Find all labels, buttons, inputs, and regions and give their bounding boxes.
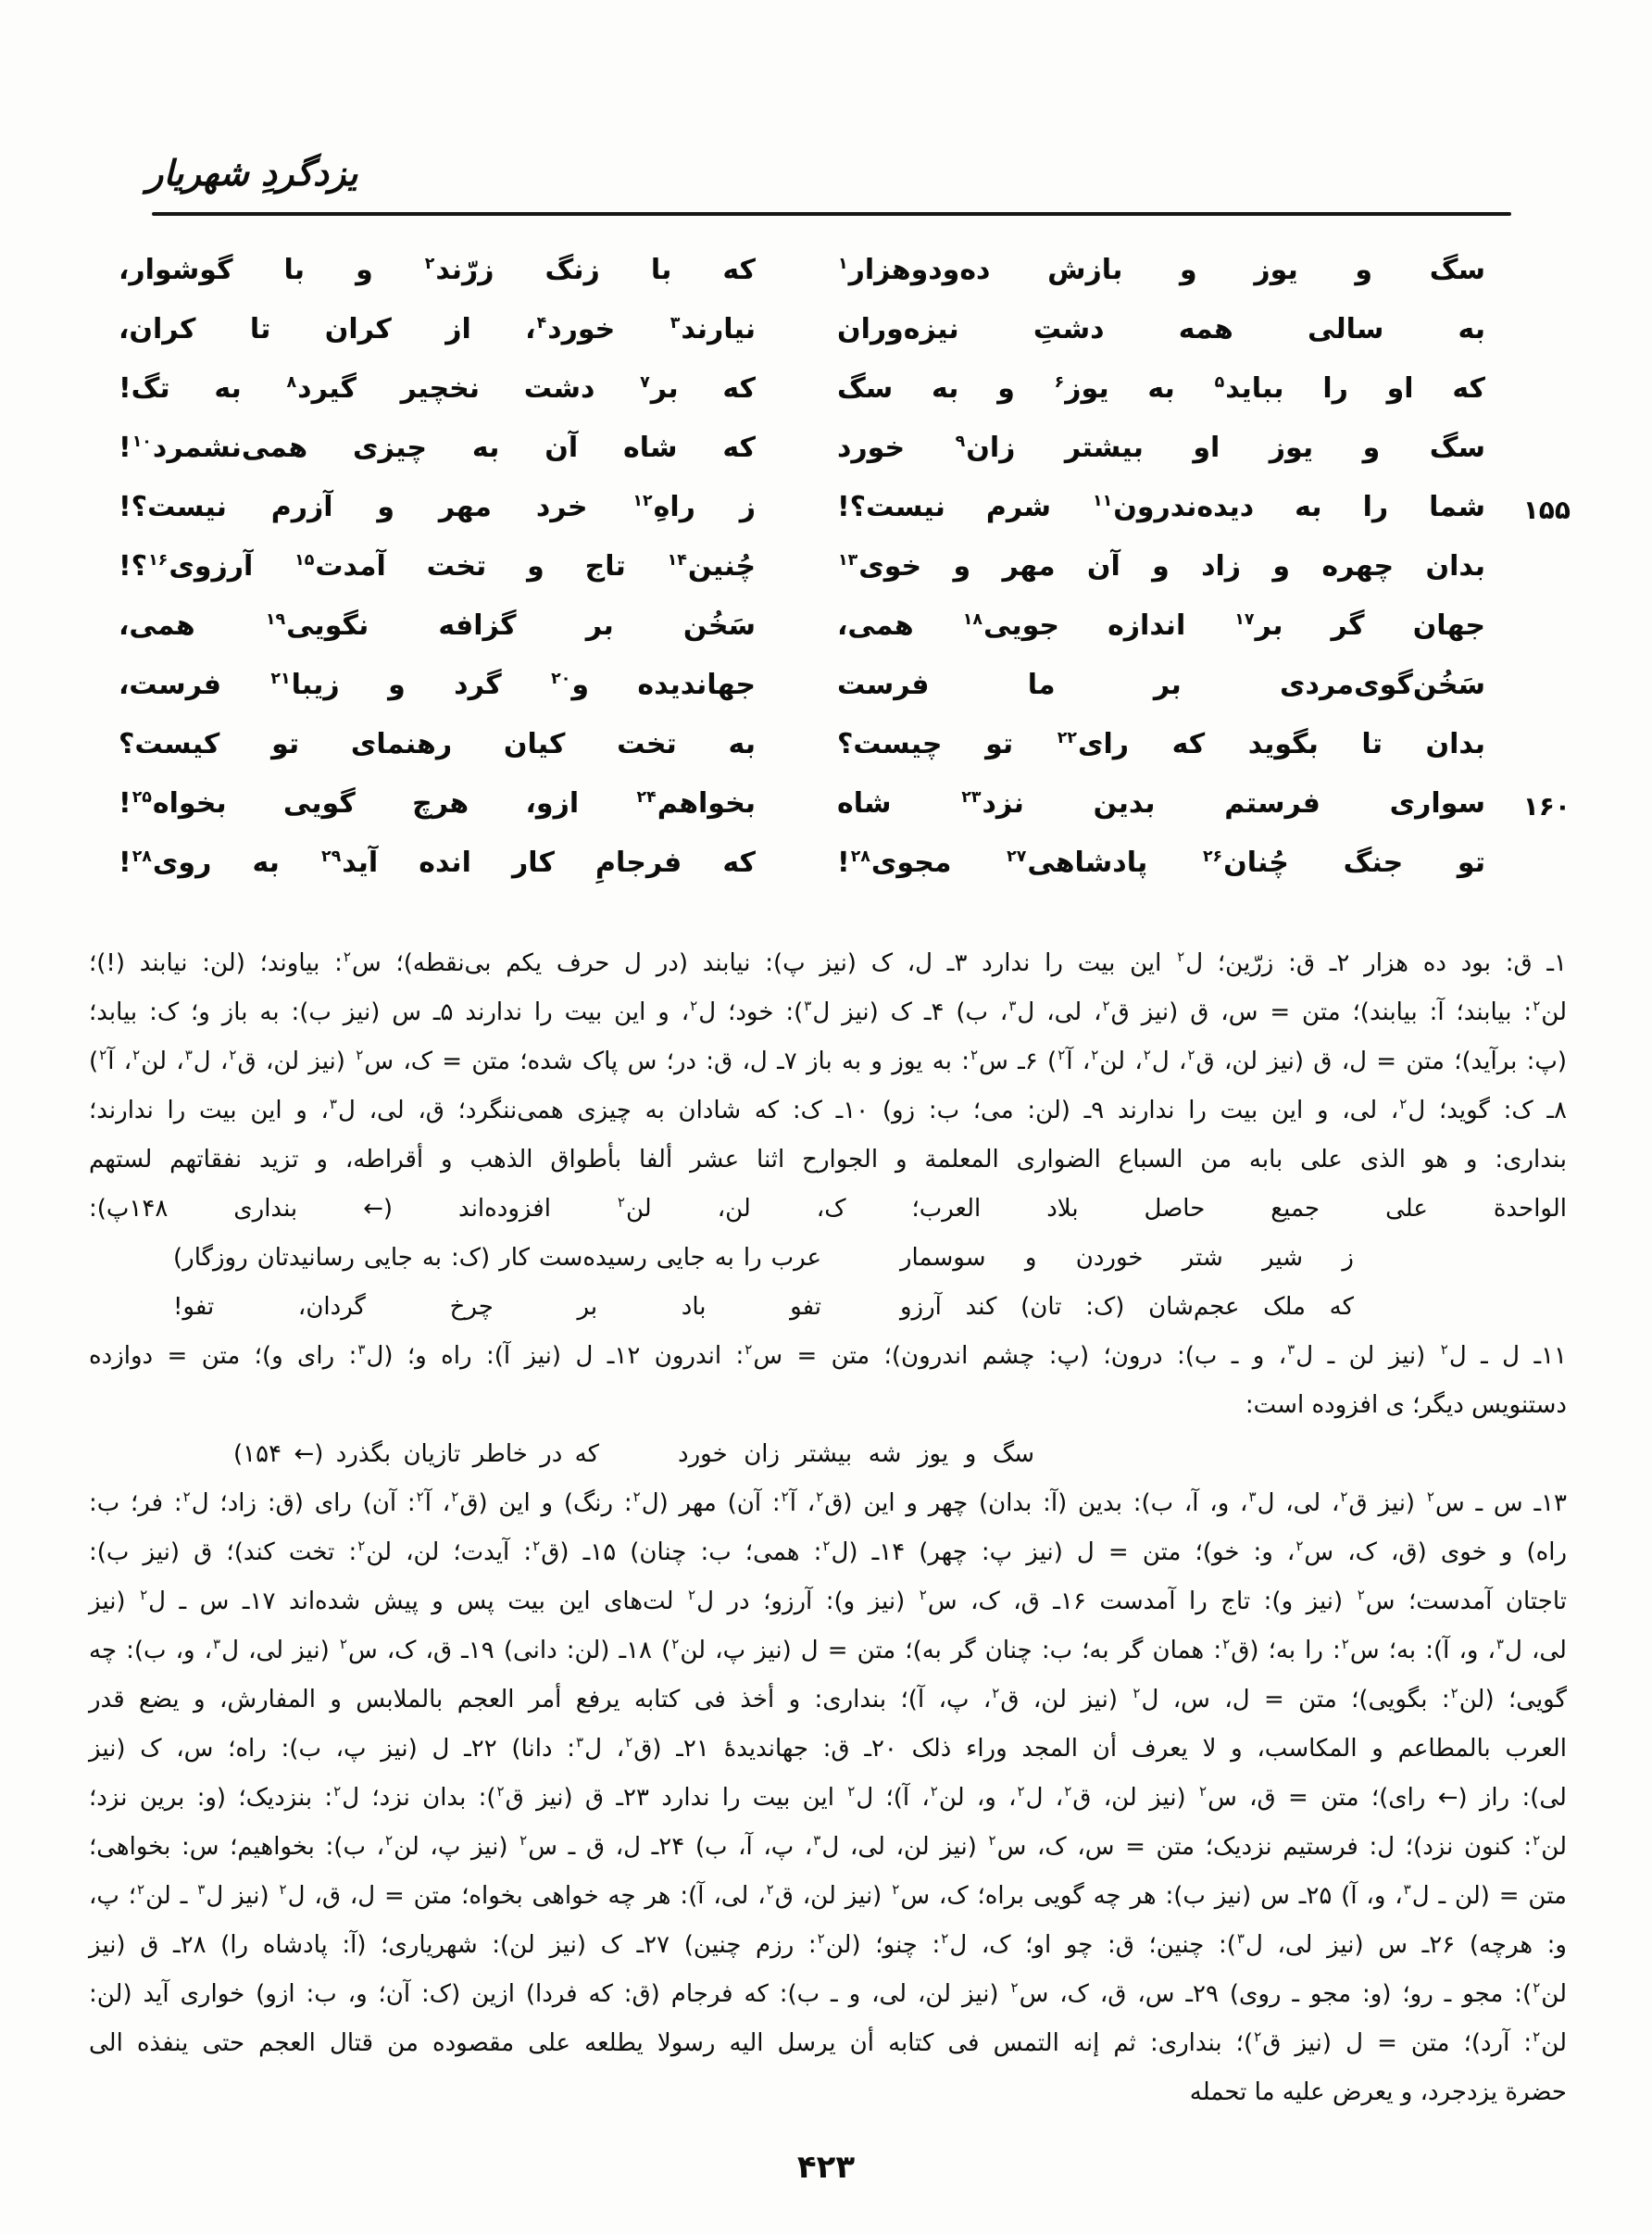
footnote-marker: ۲ [496, 1783, 505, 1801]
page-number: ۴۲۳ [796, 2149, 856, 2186]
footnote-marker: ۲۳ [961, 788, 982, 807]
footnote-marker: ۲ [1399, 1096, 1408, 1113]
apparatus-hemistich-first: که ملک عجم‌شان (ک: تان) کند آرزو [900, 1293, 1354, 1321]
hemistich-first: به سالی همه دشتِ نیزه‌وران [837, 313, 1485, 345]
footnote-marker: ۲ [1295, 1537, 1304, 1555]
hemistich-first: بدان تا بگوید که رای$^{۲۲}$ تو چیست؟ [837, 728, 1485, 760]
apparatus-line: ۱ـ ق: بود ده هزار ۲ـ ق: زرّین؛ ل$^۲$ این بیت را ندارد ۳ـ ل، ک (نیز پ): نیابند (در ل حرف یکم بی‌نقطه)؛ س$^۲$: بیاوند؛ (لن: نیابند (!)؛ [89, 948, 1568, 977]
hemistich-second: نیارند$^۳$ خورد$^۴$، از کران تا کران، [119, 313, 756, 345]
footnote-marker: ۲ [817, 1930, 825, 1948]
footnote-marker: ۳ [576, 1734, 584, 1751]
apparatus-line: راه) و خوی (ق، ک، س$^۲$، و: خو)؛ متن = ل (نیز پ: چهر) ۱۴ـ (ل$^۲$: همی؛ ب: چنان) ۱۵ـ (ق$^۲$: آیدت؛ لن، لن$^۲$: تخت کند)؛ ق (نیز ب): [89, 1537, 1567, 1566]
footnote-marker: ۱۷ [1234, 610, 1255, 629]
hemistich-first: سواری فرستم بدین نزد$^{۲۳}$ شاه [837, 787, 1486, 820]
footnote-marker: ۳ [804, 998, 812, 1015]
running-header-title: یزدگردِ شهریار [146, 153, 358, 194]
footnote-marker: ۲ [451, 1488, 459, 1506]
footnote-marker: ۲ [140, 1587, 148, 1604]
hemistich-second: جهاندیده و$^{۲۰}$ گرد و زیبا$^{۲۱}$ فرست، [119, 669, 757, 701]
footnote-marker: ۲ [137, 1881, 145, 1899]
footnote-marker: ۲۹ [321, 847, 342, 866]
footnote-marker: ۲ [625, 1734, 633, 1751]
verse-number [1485, 669, 1571, 672]
footnote-marker: ۲ [279, 1881, 287, 1899]
critical-apparatus [89, 939, 1567, 2117]
footnote-marker: ۲ [1058, 1047, 1066, 1064]
hemistich-second: بخواهم$^{۲۴}$ ازو، هرچ گویی بخواه$^{۲۵}$! [119, 787, 756, 820]
hemistich-second: چُنین$^{۱۴}$ تاج و تخت آمدت$^{۱۵}$ آرزوی$^{۱۶}$؟! [119, 550, 756, 583]
apparatus-line: ۱۱ـ ل ـ ل$^۲$ (نیز لن ـ ل$^۳$، و ـ ب): درون؛ (پ: چشم اندرون)؛ متن = س$^۲$: اندرون ۱۲ـ ل (نیز آ): راه و؛ (ل$^۳$: رای و)؛ متن = دوازده [89, 1341, 1568, 1370]
footnote-marker: ۹ [955, 433, 966, 451]
footnote-marker: ۲ [1340, 1488, 1348, 1506]
footnote-marker: ۲ [930, 1783, 938, 1801]
footnote-marker: ۲ [766, 1881, 774, 1899]
footnote-marker: ۲۶ [1202, 847, 1223, 866]
verse-row [93, 728, 1571, 787]
footnote-marker: ۲ [343, 948, 351, 966]
hemistich-first: سَخُن‌گوی‌مردی بر ما فرست [837, 669, 1485, 701]
apparatus-verse-row [89, 1430, 1567, 1479]
footnote-marker: ۲ [384, 1832, 394, 1850]
footnote-marker: ۲ [781, 1488, 789, 1506]
apparatus-line: الواحدة علی جمیع حاصل بلاد العرب؛ ک، لن، لن$^۲$ افزوده‌اند (← بنداری ۱۴۸پ): [89, 1194, 1567, 1223]
apparatus-line: ۱۳ـ س ـ س$^۲$ (نیز ق$^۲$، لی، ل$^۳$، و، آ، ب): بدین (آ: بدان) چهر و این (ق$^۲$، آ$^۲$: آن) مهر (ل$^۲$: رنگ) و این (ق$^۲$، آ$^۲$: آن) رای (ق: زاد؛ ل$^۲$: فر؛ ب: [89, 1488, 1568, 1517]
footnote-marker: ۲ [1440, 1341, 1448, 1359]
footnote-marker: ۲ [339, 1636, 347, 1653]
footnote-marker: ۲ [333, 1783, 342, 1801]
verse-number: ۱۶۰ [1522, 791, 1571, 822]
hemistich-second: که فرجامِ کار انده آید$^{۲۹}$ به روی$^{۲۸}$! [119, 847, 756, 879]
footnote-marker: ۱۱ [1093, 492, 1113, 510]
footnote-marker: ۲۲ [1057, 729, 1077, 747]
footnote-marker: ۲ [941, 1930, 949, 1948]
footnote-marker: ۶ [1054, 373, 1065, 392]
footnote-marker: ۲۸ [850, 847, 870, 866]
footnote-marker: ۳ [1496, 1636, 1505, 1653]
footnote-marker: ۸ [286, 373, 297, 392]
hemistich-first: شما را به دیده‌ندرون$^{۱۱}$ شرم نیست؟! [837, 491, 1485, 523]
footnote-marker: ۲ [1341, 1636, 1349, 1653]
footnote-marker: ۲ [1357, 1587, 1365, 1604]
footnote-marker: ۲۷ [1007, 847, 1027, 866]
apparatus-line: لن$^۲$: کنون نزد)؛ ل: فرستیم نزدیک؛ متن = س، ک، س$^۲$ (نیز لن، لی، ل$^۳$، پ، آ، ب) ۲۴ـ ل، ق ـ س$^۲$ (نیز پ، لن$^۲$، ب): بخواهیم؛ س: بخواهی؛ [89, 1832, 1567, 1861]
apparatus-verse-row [89, 1283, 1567, 1332]
footnote-marker: ۳ [670, 314, 681, 333]
apparatus-hemistich-first: سگ و یوز شه بیشتر زان خورد [678, 1440, 1034, 1468]
hemistich-first: سگ و یوز و بازش ده‌ودوهزار$^۱$ [838, 254, 1485, 286]
apparatus-line: لن$^۲$: بیابند؛ آ: بیابند)؛ متن = س، ق (نیز ق$^۲$، لی، ل$^۳$، ب) ۴ـ ک (نیز ل$^۳$): خود؛ ل$^۲$، و این بیت را ندارند ۵ـ س (نیز ب): به باز و؛ ک: بیابد؛ [89, 998, 1568, 1026]
apparatus-line: متن = (لن ـ ل$^۳$، و، آ) ۲۵ـ س (نیز ب): هر چه گویی براه؛ ک، س$^۲$ (نیز لن، ق$^۲$، لی، آ): هر چه خواهی بخواه؛ متن = ل، ق، ل$^۲$ (نیز ل$^۳$ ـ لن$^۲$؛ پ، [89, 1881, 1567, 1910]
footnote-marker: ۲ [1533, 998, 1541, 1015]
footnote-marker: ۲ [988, 1832, 996, 1850]
footnote-marker: ۲ [424, 255, 435, 273]
verse-number [1485, 609, 1571, 613]
apparatus-line: گویی؛ (لن$^۲$: بگویی)؛ متن = ل، س، ل$^۲$ (نیز لن، ق$^۲$، پ، آ)؛ بنداری: و أخذ فی کتابه یرفع أمر العجم بالملابس و المفارش، و یضع قدر [89, 1685, 1567, 1713]
apparatus-line: حضرة یزدجرد، و یعرض علیه ما تحمله [1189, 2078, 1567, 2106]
footnote-marker: ۱۸ [962, 610, 982, 629]
footnote-marker: ۲۸ [131, 847, 152, 866]
running-header [146, 153, 1511, 223]
footnote-marker: ۲ [919, 1587, 927, 1604]
verse-row [93, 847, 1571, 906]
apparatus-line: لی، ل$^۳$، و، آ): به؛ س$^۲$: را به؛ (ق$^۲$: همان گر به؛ ب: چنان گر به)؛ متن = ل (نیز پ، لن$^۲$) ۱۸ـ (لن: دانی) ۱۹ـ ق، ک، س$^۲$ (نیز لی، ل$^۳$، و، ب): چه [89, 1636, 1567, 1664]
verse-number [1485, 254, 1571, 257]
footnote-marker: ۲ [132, 1047, 141, 1064]
footnote-marker: ۱۶ [148, 551, 169, 570]
footnote-marker: ۲ [1064, 1783, 1072, 1801]
footnote-marker: ۱۴ [667, 551, 687, 570]
footnote-marker: ۳ [213, 1636, 221, 1653]
footnote-marker: ۲ [532, 1537, 541, 1555]
footnote-marker: ۲ [1017, 1783, 1025, 1801]
footnote-marker: ۴ [536, 314, 547, 333]
footnote-marker: ۲ [1426, 1488, 1434, 1506]
verse-number [1485, 432, 1571, 435]
footnote-marker: ۲ [356, 1047, 364, 1064]
footnote-marker: ۲ [970, 1047, 979, 1064]
apparatus-verse-row [89, 1234, 1567, 1283]
footnote-marker: ۱۹ [265, 610, 286, 629]
footnote-marker: ۲ [816, 1488, 824, 1506]
verse-row [93, 609, 1571, 669]
footnote-marker: ۳ [1287, 1341, 1295, 1359]
footnote-marker: ۲ [1177, 948, 1185, 966]
hemistich-second: که با زنگ زرّند$^۲$ و با گوشوار، [119, 254, 757, 286]
verse-row [93, 669, 1571, 728]
footnote-marker: ۲ [1533, 1832, 1541, 1850]
footnote-marker: ۳ [184, 1047, 193, 1064]
hemistich-first: بدان چهره و زاد و آن مهر و خوی$^{۱۳}$ [838, 550, 1485, 583]
footnote-marker: ۳ [813, 1832, 821, 1850]
footnote-marker: ۲ [617, 1194, 626, 1211]
hemistich-second: به تخت کیان رهنمای تو کیست؟ [119, 728, 756, 760]
footnote-marker: ۱۳ [838, 551, 858, 570]
footnote-marker: ۲۱ [270, 670, 291, 688]
footnote-marker: ۱۵ [294, 551, 315, 570]
apparatus-line: العرب بالمطاعم و المکاسب، و لا یعرف أن المجد وراء ذلک ۲۰ـ ق: جهاندیدهٔ ۲۱ـ (ق$^۲$، ل$^۳$: دانا) ۲۲ـ ل (نیز پ، ب): راه؛ س، ک (نیز [89, 1734, 1567, 1763]
footnote-marker: ۱۲ [632, 492, 653, 510]
footnote-marker: ۲ [690, 998, 698, 1015]
verse-row [93, 313, 1571, 372]
footnote-marker: ۲ [847, 1783, 856, 1801]
footnote-marker: ۲ [1222, 1636, 1231, 1653]
footnote-marker: ۳ [329, 1096, 338, 1113]
verse-row [93, 550, 1571, 609]
apparatus-line: دستنویس دیگر؛ ی افزوده است: [1245, 1391, 1567, 1419]
hemistich-second: سَخُن بر گزافه نگویی$^{۱۹}$ همی، [119, 609, 757, 642]
hemistich-second: که شاه آن به چیزی همی‌نشمرد$^{۱۰}$! [119, 432, 756, 464]
footnote-marker: ۳ [1248, 1488, 1257, 1506]
footnote-marker: ۲۰ [551, 670, 571, 688]
footnote-marker: ۲ [1533, 2028, 1541, 2046]
footnote-marker: ۲ [992, 1685, 1000, 1702]
footnote-marker: ۲ [182, 1488, 191, 1506]
footnote-marker: ۳ [1403, 1881, 1411, 1899]
footnote-marker: ۳ [1008, 998, 1017, 1015]
hemistich-first: سگ و یوز او بیشتر زان$^۹$ خورد [837, 432, 1486, 464]
footnote-marker: ۳ [1236, 1930, 1245, 1948]
footnote-marker: ۲ [416, 1488, 424, 1506]
verse-number [1485, 313, 1571, 317]
footnote-marker: ۲ [99, 1047, 107, 1064]
apparatus-line: لن$^۲$): مجو ـ رو؛ (و: مجو ـ روی) ۲۹ـ س، ق، ک، س$^۲$ (نیز لن، لی، و ـ ب): که فرجام (ق: که فردا) ازین (ک: آن؛ و، ب: ازو) خواری آید (لن: [89, 1979, 1568, 2008]
apparatus-line: (پ: برآید)؛ متن = ل، ق (نیز لن، ق$^۲$، ل$^۲$، لن$^۲$، آ$^۲$) ۶ـ س$^۲$: به یوز و به باز ۷ـ ل، ق: در؛ س پاک شده؛ متن = ک، س$^۲$ (نیز لن، ق$^۲$، ل$^۳$، لن$^۲$، آ$^۲$) [89, 1047, 1567, 1075]
verse-row [93, 432, 1571, 491]
hemistich-second: که بر$^۷$ دشت نخچیر گیرد$^۸$ به تگ! [119, 372, 757, 405]
footnote-marker: ۲ [632, 1488, 641, 1506]
footnote-marker: ۲ [1102, 998, 1110, 1015]
apparatus-line: بنداری: و هو الذی علی بابه من السباع الضواری المعلمة و الجوارح اثنا عشر ألفا بأطواق الذهب و أقراطه، و تزید نفقاتهم لستهم [89, 1146, 1567, 1173]
footnote-marker: ۲ [1533, 1979, 1541, 1997]
footnote-marker: ۲ [1254, 2028, 1262, 2046]
footnote-marker: ۷ [640, 373, 650, 392]
footnote-marker: ۲ [688, 1587, 696, 1604]
verse-number [1485, 728, 1571, 732]
verse-row [93, 787, 1571, 847]
footnote-marker: ۲ [1187, 1047, 1195, 1064]
footnote-marker: ۲ [1143, 1047, 1151, 1064]
apparatus-line: ۸ـ ک: گوید؛ ل$^۲$، لی، و این بیت را ندارند ۹ـ (لن: می؛ ب: زو) ۱۰ـ ک: که شادان به چیزی همی‌ننگرد؛ ق، لی، ل$^۳$، و این بیت را ندارند؛ [89, 1096, 1567, 1124]
footnote-marker: ۵ [1214, 373, 1225, 392]
footnote-marker: ۲۴ [636, 788, 657, 807]
apparatus-line: لی): راز (← رای)؛ متن = ق، س$^۲$ (نیز لن، ق$^۲$، ل$^۲$، و، لن$^۲$، آ)؛ ل$^۲$ این بیت را ندارد ۲۳ـ ق (نیز ق$^۲$): بدان نزد؛ ل$^۲$: بنزدیک؛ (و: برین نزد؛ [89, 1783, 1567, 1812]
verse-number [1485, 372, 1571, 376]
verse-row [93, 372, 1571, 432]
apparatus-hemistich-second: که در خاطر تازیان بگذرد (← ۱۵۴) [233, 1440, 599, 1468]
footnote-marker: ۱ [838, 255, 848, 273]
hemistich-first: جهان گر بر$^{۱۷}$ اندازه جویی$^{۱۸}$ همی، [837, 609, 1485, 642]
apparatus-hemistich-second: تفو باد بر چرخ گردان، تفو! [173, 1293, 821, 1321]
footnote-marker: ۲۵ [131, 788, 152, 807]
footnote-marker: ۲ [1133, 1685, 1141, 1702]
verse-row [93, 491, 1571, 550]
footnote-marker: ۲ [1450, 1685, 1458, 1702]
footnote-marker: ۲ [892, 1881, 900, 1899]
footnote-marker: ۲ [1198, 1783, 1208, 1801]
hemistich-first: تو جنگ چُنان$^{۲۶}$ پادشاهی$^{۲۷}$ مجوی$^{۲۸}$! [837, 847, 1485, 879]
footnote-marker: ۲ [357, 1537, 366, 1555]
footnote-marker: ۲ [1091, 1047, 1099, 1064]
footnote-marker: ۲ [229, 1047, 237, 1064]
footnote-marker: ۱۰ [131, 433, 152, 451]
verse-number [1485, 550, 1571, 554]
verse-row [93, 254, 1571, 313]
hemistich-first: که او را بباید$^۵$ به یوز$^۶$ و به سگ [837, 372, 1485, 405]
apparatus-hemistich-second: عرب را به جایی رسیده‌ست کار (ک: به جایی رسانیدتان روزگار) [173, 1244, 821, 1272]
apparatus-hemistich-first: ز شیر شتر خوردن و سوسمار [900, 1244, 1354, 1272]
apparatus-line: و: هرچه) ۲۶ـ س (نیز لی، ل$^۳$): چنین؛ ق: چو او؛ ک، ل$^۲$: چنو؛ (لن$^۲$: رزم چنین) ۲۷ـ ک (نیز لن): شهریاری؛ (آ: پادشاه را) ۲۸ـ ق (نیز [89, 1930, 1567, 1959]
footnote-marker: ۲ [1010, 1979, 1019, 1997]
hemistich-second: ز راهِ$^{۱۲}$ خرد مهر و آزرم نیست؟! [119, 491, 757, 523]
footnote-marker: ۲ [519, 1832, 528, 1850]
poem-columns [93, 254, 1571, 906]
footnote-marker: ۲ [745, 1341, 753, 1359]
verse-number: ۱۵۵ [1522, 495, 1571, 525]
footnote-marker: ۳ [357, 1341, 366, 1359]
footnote-marker: ۲ [822, 1537, 831, 1555]
footnote-marker: ۳ [197, 1881, 206, 1899]
footnote-marker: ۲ [671, 1636, 680, 1653]
apparatus-line: تاجتان آمدست؛ س$^۲$ (نیز و): تاج را آمدست ۱۶ـ ق، ک، س$^۲$ (نیز و): آرزو؛ در ل$^۲$ لت‌های این بیت پس و پیش شده‌اند ۱۷ـ س ـ ل$^۲$ (نیز [89, 1587, 1567, 1615]
header-rule [152, 212, 1511, 216]
apparatus-line: لن$^۲$: آرد)؛ متن = ل (نیز ق$^۲$)؛ بنداری: ثم إنه التمس فی کتابه أن یرسل الیه رسولا یطلعه علی مقصوده من قتال العجم حتی ینفذه الی [89, 2028, 1567, 2057]
verse-number [1485, 847, 1571, 850]
